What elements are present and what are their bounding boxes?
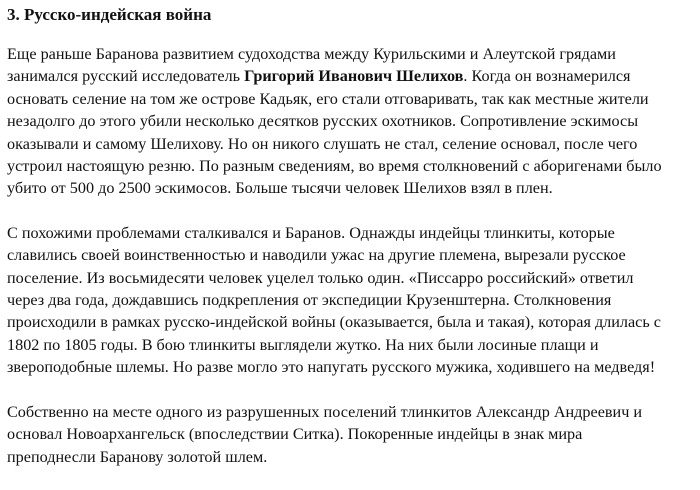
- paragraph-1-line-6: устроил настоящую резню. По разным сведениям, во время столкновений с аборигенами было: [7, 157, 662, 176]
- paragraph-1: [7, 43, 695, 200]
- paragraph-1-line-2-end: . Когда он вознамерился: [463, 67, 631, 86]
- paragraph-2-line-4: через два года, дождавшись подкрепления от экспедиции Крузенштерна. Столкновения: [7, 291, 612, 310]
- paragraph-1-line-2: [7, 65, 695, 87]
- person-name-bold: Григорий Иванович Шелихов: [244, 67, 464, 86]
- paragraph-2-line-1: С похожими проблемами сталкивался и Баранов. Однажды индейцы тлинкиты, которые: [7, 223, 615, 242]
- paragraph-2: [7, 222, 695, 379]
- section-heading: 3. Русско-индейская война: [7, 5, 212, 24]
- paragraph-2-line-5: происходили в рамках русско-индейской войны (оказывается, была и такая), которая длилась с: [7, 313, 661, 332]
- paragraph-3-line-3: преподнесли Баранову золотой шлем.: [7, 447, 268, 466]
- paragraph-1-line-5: оказывали и самому Шелихову. Но он никого слушать не стал, селение основал, после чего: [7, 134, 638, 153]
- paragraph-1-line-2-start: занимался русский исследователь: [7, 67, 245, 86]
- article: [7, 4, 695, 490]
- paragraph-3: [7, 401, 695, 468]
- paragraph-2-line-2: славились своей воинственностью и наводили ужас на другие племена, вырезали русское: [7, 246, 626, 265]
- paragraph-2-line-6: 1802 по 1805 годы. В бою тлинкиты выглядели жутко. На них были лосиные плащи и: [7, 335, 599, 354]
- paragraph-3-line-1: Собственно на месте одного из разрушенных поселений тлинкитов Александр Андреевич и: [7, 402, 643, 421]
- paragraph-1-line-1: Еще раньше Баранова развитием судоходства между Курильскими и Алеутской грядами: [7, 45, 616, 63]
- paragraph-1-line-4: незадолго до этого убили несколько десятков русских охотников. Сопротивление эскимосы: [7, 112, 639, 131]
- paragraph-2-line-7: звероподобные шлемы. Но разве могло это напугать русского мужика, ходившего на медведя!: [7, 358, 656, 377]
- paragraph-2-line-3: поселение. Из восьмидесяти человек уцелел только один. «Писсарро российский» ответил: [7, 268, 634, 287]
- paragraph-1-line-3: основать селение на том же острове Кадьяк, его стали отговаривать, так как местные жители: [7, 89, 649, 108]
- paragraph-3-line-2: основал Новоархангельск (впоследствии Ситка). Покоренные индейцы в знак мира: [7, 425, 583, 444]
- paragraph-1-line-7: убито от 500 до 2500 эскимосов. Больше тысячи человек Шелихов взял в плен.: [7, 179, 553, 198]
